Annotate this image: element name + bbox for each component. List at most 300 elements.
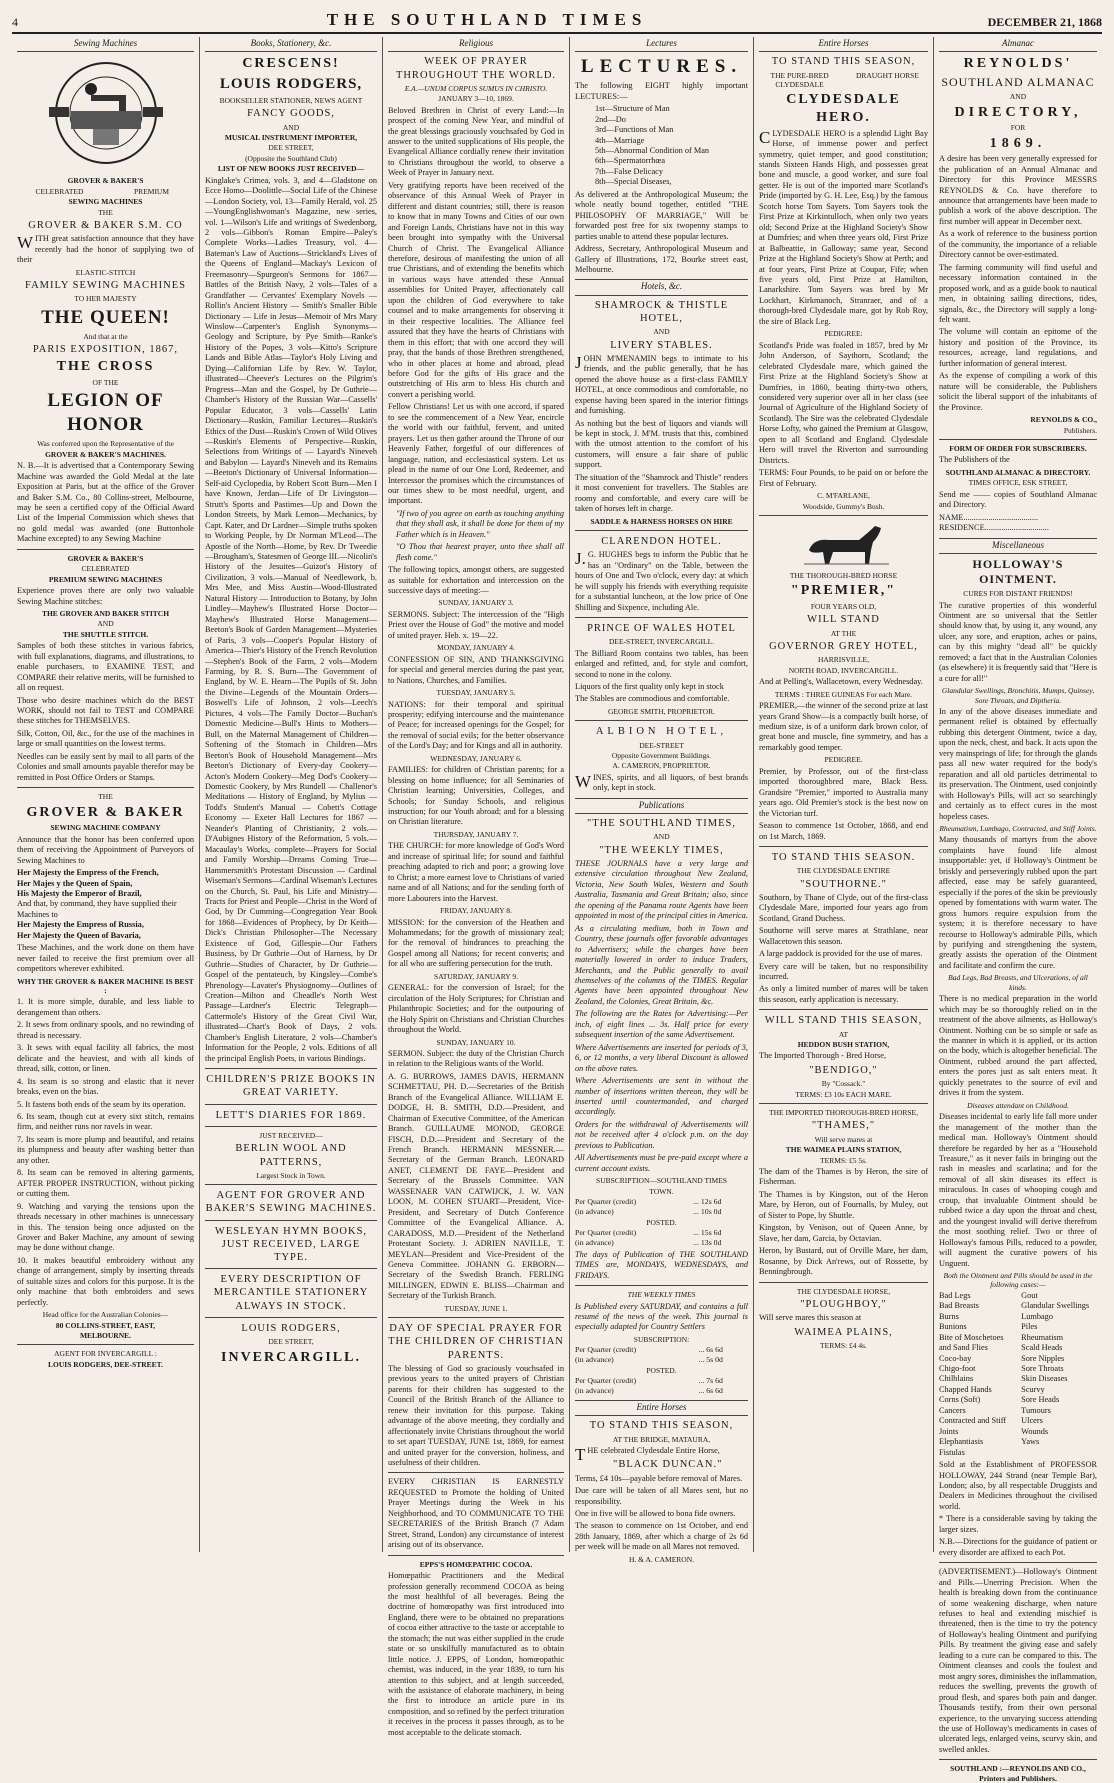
gb-company-heading: GROVER & BAKER: [26, 804, 185, 820]
letts-diaries: LETT'S DIARIES FOR 1869.: [215, 1109, 367, 1121]
signatories: A. G. BURROWS, JAMES DAVIS, HERMANN SCHMETTAU, PH. D.—Secretaries of the British Branch of the Evangelical Alliance. WILLIAM E. DODGE, H. B. SMITH, D.D.—President, and Chairman of Executive Committee, of the American Branch. GUILLAUME MONOD, GEORGE FISCH, D.D.—President and Secretary of the French Branch. HERMANN MESSNER.—Secretary of the German Branch. LEONARD ANET, CLEMENT DE FAYE—President and Secretary of the Brussels Committee. VAN WASSENAER VAN CATWIJCK, J. W. VAN LOON, M. COHEN STUART—President, Vice-President, and Secretary of Dutch Conference Committee of the Evangelical Alliance. A. CARADOSS, M.D.—President of the Netherland Protestant Society. J. ADRIEN NAVILLE, T. MEYLAN—President and Vice-President of the Geneva Committee. JOHANN G. ERBORN—Secretary of the Swedish Branch. FERLING MILLINGEN, EDWIN E. BLISS—Chairman and Secretary of the Turkish Branch.: [388, 1071, 564, 1301]
order-to-2: SOUTHLAND ALMANAC & DIRECTORY.: [945, 467, 1091, 477]
table-cell: (in advance): [575, 1386, 614, 1396]
holloway-p1: The curative properties of this wonderful Ointment are so universal that the Settler should know that, by using it, any wound, any ulcer, any sore, and eruption, aches or pains, can by this mighty "dead all" be quickly removed; a fact that in the Australian Colonies (as elsewhere) it is frequently said that "Here is a cure for all!": [939, 600, 1097, 683]
table-row: [575, 1345, 748, 1355]
majesty-4: And that, by command, they have supplied their Machines to: [17, 899, 177, 919]
sewing-machine-emblem-icon: [31, 55, 181, 173]
lectures-address: Address, Secretary, Anthropological Museum and Gallery of Illustrations, 172, Bourke street east, Melbourne.: [575, 244, 748, 274]
holloway-heading: HOLLOWAY'S OINTMENT.: [972, 556, 1064, 586]
day-thu: THURSDAY, JANUARY 7.: [433, 829, 519, 839]
epps-heading: EPPS'S HOMŒPATHIC COCOA.: [419, 1559, 533, 1569]
almanac-heading: SOUTHLAND ALMANAC: [941, 74, 1095, 89]
day-mon-text: CONFESSION OF SIN, AND THANKSGIVING for special and general mercies during the past year, to Nations, Churches, and Families.: [388, 654, 564, 685]
wesleyan: WESLEYAN HYMN BOOKS, JUST RECEIVED, LARGE TYPE.: [214, 1225, 368, 1264]
section-header-books: Books, Stationery, &c.: [205, 37, 377, 52]
holloway-p4: There is no medical preparation in the world which may be so thoroughly relied on in the treatment of the above ailments, as Holloway's Ointment. Nothing can be so simple or safe as the manner in which it is applied, or its action on the body, which is altogether beneficial. The Ointment, rubbed around the part affected, enters the pores just as salt enters meat. It quickly penetrates to the source of evil and drives it from the system.: [939, 994, 1097, 1098]
table-cell: (in advance): [575, 1206, 614, 1216]
section-header-religious: Religious: [388, 37, 564, 52]
weekly-text: Is Published every SATURDAY, and contains a full resumé of the news of the week. This journal is especially adapted for Country Settlers: [575, 1301, 748, 1332]
and-that: And that at the: [83, 331, 128, 341]
table-row: [575, 1355, 748, 1365]
cameron-proprietor: A. CAMERON, PROPRIETOR.: [612, 761, 711, 771]
weekly-heading-2: THE WEEKLY TIMES: [627, 1290, 696, 1300]
reason-7: 7. Its seam is more plump and beautiful, and retains its plumpness and beauty after washing better than any other.: [17, 1134, 194, 1165]
prayer-p3: Fellow Christians! Let us with one accord, if spared to see the commencement of a New Year, encircle the world with our faithful, fervent, and united prayers. Let us then gather around the Throne of our Heavenly Father, forgetful of our differences of language, nation, and ecclesiastical system. Let us plead in the name of our One Lord, Redeemer, and Intercessor the promises which the circumstances of our times shew to be most needful, urgent, and important.: [388, 402, 564, 506]
table-row: [575, 1228, 748, 1238]
list-item: Glandular Swellings: [1021, 1301, 1090, 1311]
gb-machines: GROVER & BAKER'S MACHINES.: [45, 449, 166, 459]
day-sun-text: SERMONS. Subject: The intercession of the "High Priest over the House of God" the motive and model of united prayer. Heb. x. 19—22.: [388, 609, 564, 640]
hero-sub: [759, 71, 928, 90]
saddle-label: SADDLE & HARNESS HORSES ON HIRE: [590, 516, 733, 526]
duncan-owner: H. & A. CAMERON.: [628, 1554, 694, 1564]
hero-terms: TERMS: Four Pounds, to be paid on or before the First of February.: [759, 468, 928, 488]
send-me: Send me —— copies of Southland Almanac and Directory.: [939, 489, 1097, 510]
table-cell: (in advance): [575, 1237, 614, 1247]
list-item: Cancers: [939, 1405, 966, 1415]
smith-proprietor: GEORGE SMITH, PROPRIETOR.: [608, 706, 715, 716]
emblem-caption: GROVER & BAKER'S: [67, 176, 144, 186]
reason-4: 4. Its seam is so strong and elastic that it never breaks, even on the bias.: [17, 1076, 194, 1097]
holloway-advert: (ADVERTISEMENT.)—Holloway's Ointment and Pills.—Unerring Precision. When the health is breaking down from the continuance of some weakening discharge, when nature refuses to heal and extending mischief is threatened, then is the time to try the potency of Holloway's healing Ointment and purifying Pills. By treatment the giving ease and safely leading to a cure can be compared to this. The Ointment cleanses and cools the foulest and most angry sores, diminishes the inflammation, reduces the swelling, prevents the growth of proud flesh, and spares both pain and danger. Thousands testify, from their own personal experience, to the unvarying success attending the use of Holloway's medicaments in cases of ulcerated legs, enlarged veins, scurvy skin, and swelled ankles.: [939, 1567, 1097, 1754]
column-sewing-machines: [12, 37, 200, 1552]
table-row: [575, 1207, 748, 1217]
list-item: Corns (Soft): [939, 1395, 981, 1405]
premier-head: THE THOROUGH-BRED HORSE: [789, 570, 898, 580]
reason-6: 6. Its seam, though cut at every sixt stitch, remains firm, and neither runs nor ravels in wear.: [17, 1112, 194, 1132]
lecture-item: 6th—Spermatorrhœa: [595, 156, 666, 166]
will-stand-heading: WILL STAND THIS SEASON,: [764, 1015, 923, 1027]
table-row: [575, 1386, 748, 1396]
stitch1: THE GROVER AND BAKER STITCH: [41, 609, 170, 618]
masthead: [12, 8, 1102, 34]
column-books: [200, 37, 383, 1552]
papers-text-2: As a circulating medium, both in Town and Country, these journals offer favorable advantages to Advertisers; while the charges have been materially lowered in order to induce Traders, Merchants, and the Public generally to avail themselves of the columns of the TIMES. Regular Agents have been appointed throughout New Zealand, the Colonies, Great Britain, &c.: [575, 923, 748, 1006]
announce-text: Announce that the honor has been conferred upon them of receiving the Appointment of Purveyors of Sewing Machines to: [17, 834, 194, 865]
subs-heading: SUBSCRIPTION—SOUTHLAND TIMES: [596, 1176, 727, 1186]
premier-season: Season to commence 1st October, 1868, and end on 1st March, 1869.: [759, 821, 928, 841]
day-fri: FRIDAY, JANUARY 8.: [440, 906, 512, 916]
emblem-sub: [17, 187, 194, 196]
section-header-sewing: Sewing Machines: [17, 37, 194, 52]
weekly-posted: POSTED.: [646, 1365, 677, 1375]
almanac-p1: A desire has been very generally expressed for the publication of an Annual Almanac and Directory for this Province MESSRS REYNOLDS & Co. have therefore to announce that arrangements have been made to publish a work of the above description. The first number will appear in December next.: [939, 154, 1097, 226]
table-cell: Per Quarter (credit): [575, 1345, 637, 1355]
day-wed: WEDNESDAY, JANUARY 6.: [430, 753, 522, 763]
four-years: FOUR YEARS OLD,: [810, 602, 877, 611]
table-cell: ... 10s 0d: [693, 1206, 722, 1216]
table-cell: (in advance): [575, 1355, 614, 1365]
table-cell: ... 12s 6d: [693, 1197, 722, 1207]
hughes-text: J.G. HUGHES begs to inform the Public that he has an "Ordinary" on the Table, between the hours of One and Two o'clock, every day: at which he will supply his friends with everything requisite for a substantial luncheon, at the low price of One Shilling and Sixpence, including Ale.: [575, 549, 748, 612]
nb-text: N. B.—It is advertised that a Contemporary Sewing Machine was awarded the Gold Medal at the late Exposition at Paris, but at the office of the Grover and Baker S.M. Co., 80 Collins-street, Melbourne, may be seen a certified copy of the Official Award List of the Imperial Commission which shews that no gold medal was awarded (one Buttonhole Machine excepted) to any Sewing Machine: [17, 461, 194, 544]
every-christian-text: EVERY CHRISTIAN IS EARNESTLY REQUESTED to Promote the holding of United Prayer Meetings during the Week in his Neighborhood, and TO COMMUNICATE TO THE SECRETARIES of the British Branch (7 Adam Street, Strand, London) any circumstance of interest arising out of its observance.: [388, 1477, 564, 1550]
residence-field[interactable]: RESIDENCE...............................: [939, 523, 1049, 533]
table-row: [575, 1238, 748, 1248]
weekly-times-heading: "THE WEEKLY TIMES,: [599, 844, 724, 856]
subs-table-posted: [575, 1228, 748, 1248]
experience-text: Experience proves there are only two valuable Sewing Machine stitches:: [17, 586, 194, 606]
head-office: Head office for the Australian Colonies—: [42, 1310, 169, 1320]
reason-1: 1. It is more simple, durable, and less liable to derangement than others.: [17, 997, 194, 1017]
pedigree-text: Scotland's Pride was foaled in 1857, bred by Mr John Anderson, of Saythorn, Scotland; the celebrated Clydesdale mare, which gained the First Prize at the Highland Society's Show at Dumfries, in 1860, beating thirty-two others, considered very superior over all in her class (see Journal of Agriculture of the Highland Society of Scotland). The Sire was the celebrated Clydesdale Horse Lofty, who gained the Premium at Glasgow, open to all Scotland and England. Clydesdale Hero will travel the Riverton and surrounding Districts.: [759, 340, 928, 465]
bendigo-terms: TERMS: £3 10s EACH MARE.: [795, 1089, 892, 1099]
page-number: 4: [12, 15, 18, 29]
stand-heading-2: TO STAND THIS SEASON.: [771, 851, 916, 863]
list-item: Piles: [1021, 1322, 1038, 1332]
publishers: Publishers.: [1063, 425, 1097, 435]
menamin-text-3: The situation of the "Shamrock and Thistle" renders it most convenient for travellers. The Stables are roomy and comfortable, and every care will be taken of horses left in charge.: [575, 472, 748, 514]
column-religious: [383, 37, 570, 1737]
governor-hotel: GOVERNOR GREY HOTEL,: [769, 641, 918, 653]
majesty-3: His Majesty the Emperor of Brazil,: [17, 888, 142, 898]
almanac-p4: The volume will contain an epitome of the history and position of the Province, its resources, acreage, land regulations, and further information of general interest.: [939, 327, 1097, 368]
reason-2: 2. It sews from ordinary spools, and no rewinding of thread is necessary.: [17, 1020, 194, 1040]
southerne-text: Southorn, by Thane of Clyde, out of the first-class Clydesdale Mare, imported four years ago from Scotland, Grand Duchess.: [759, 892, 928, 923]
list-item: Scald Heads: [1021, 1343, 1063, 1353]
table-row: [575, 1376, 748, 1386]
pedigree-label: PEDIGREE:: [824, 329, 863, 339]
premium-label: PREMIUM SEWING MACHINES: [48, 574, 163, 584]
cures-label: CURES FOR DISTANT FRIENDS!: [963, 589, 1073, 599]
special-prayer-heading: DAY OF SPECIAL PRAYER FOR THE CHILDREN OF CHRISTIAN PARENTS.: [388, 1323, 564, 1361]
epps-text: Homœpathic Practitioners and the Medical profession generally recommend COCOA as being the most healthful of all beverages. Being the doctrine of homœopathy was first introduced into England, there were to be obtained no preparations of cocoa either attractive to the taste or acceptable to the stomach; the nut was either supplied in the crude state or so unskilfully manufactured as to obtain little notice. J. EPPS, of London, homœopathic chemist, was induced, in the year 1839, to turn his attention to this subject, and at length succeeded, with the assistance of elaborate machinery, in being the first to introduce an article pure in its composition, and so refined by the perfect trituration it receives in the process it passes through, as to be most acceptable to the delicate stomach.: [388, 1571, 564, 1737]
subs-posted: POSTED.: [646, 1217, 677, 1227]
every-description: EVERY DESCRIPTION OF MERCANTILE STATIONERY ALWAYS IN STOCK.: [213, 1274, 369, 1312]
where-text: Where Advertisements are inserted for periods of 3, 6, or 12 months, a very liberal Discount is allowed on the above rates.: [575, 1042, 748, 1073]
these-text: These Machines, and the work done on them have never failed to receive the first premium over all competitors wherever exhibited.: [17, 943, 194, 974]
heddon-label: HEDDON BUSH STATION,: [797, 1040, 890, 1050]
silk-text: Silk, Cotton, Oil, &c., for the use of the machines in large or small quantities on the lowest terms.: [17, 728, 194, 749]
lecture-item: 2nd—Do: [595, 114, 626, 124]
bridge-label: AT THE BRIDGE, MATAURA,: [612, 1434, 711, 1444]
stitch2: THE SHUTTLE STITCH.: [62, 629, 149, 639]
crescens-heading: CRESCENS!: [242, 56, 340, 72]
samples-text: Samples of both these stitches in various fabrics, with full explanations, diagrams, and illustrations, to enable purchasers, to EXAMINE TEST, and COMPARE their relative merits, will be furnished to all on request.: [17, 641, 194, 693]
table-cell: Per Quarter (credit): [575, 1197, 637, 1207]
duncan-due: Due care will be taken of all Mares sent, but no responsibility.: [575, 1486, 748, 1506]
table-cell: ... 5s 0d: [698, 1355, 723, 1365]
list-item: Sore Nipples: [1021, 1353, 1065, 1363]
lecture-item: 7th—False Delicacy: [595, 166, 663, 176]
melbourne: MELBOURNE.: [79, 1331, 132, 1341]
premier-pedigree: Premier, by Professor, out of the first-class imported thoroughbred mare, Black Bess. Grandsire "Premier," imported to Australia many years ago. Old Premier's stock is the best now on the Victorian turf.: [759, 766, 928, 818]
lecture-item: 4th—Marriage: [595, 135, 645, 145]
smc-heading: SEWING MACHINE COMPANY: [50, 823, 161, 833]
ailment-list-left: [939, 1291, 1015, 1458]
lecture-list: [575, 104, 748, 188]
berlin-wool: BERLIN WOOL AND PATTERNS,: [235, 1143, 347, 1168]
day-sat-text: GENERAL: for the conversion of Israel; for the circulation of the Holy Scriptures; for Christian and Philanthropic Societies; and for the outpouring of the Holy Spirit on Christians and Christian Churches throughout the World.: [388, 983, 564, 1035]
dee-street: DEE STREET,: [268, 143, 314, 153]
name-field[interactable]: NAME....................................: [939, 512, 1039, 522]
section-header-misc: Miscellaneous: [939, 538, 1097, 554]
prince-street: DEE-STREET, INVERCARGILL.: [608, 637, 715, 647]
table-cell: Per Quarter (credit): [575, 1376, 637, 1386]
thames-text-2: The Thames is by Kingston, out of the Heron Mare, by Heron, out of Fournalls, by Muley, out of Sister to Pope, by Shuttle.: [759, 1189, 928, 1220]
reason-8: 8. Its seam can be removed in altering garments, AFTER PROPER INSTRUCTION, without picking or cutting them.: [17, 1168, 194, 1199]
list-item: Chapped Hands: [939, 1384, 992, 1394]
conferred-text: Was conferred upon the Representative of the: [37, 439, 174, 449]
prize-books: CHILDREN'S PRIZE BOOKS IN GREAT VARIETY.: [206, 1074, 376, 1099]
draught-label: DRAUGHT HORSE: [855, 70, 919, 80]
shamrock-and: AND: [653, 327, 670, 337]
almanac-and: AND: [1009, 92, 1027, 102]
list-item: Sore Heads: [1021, 1395, 1060, 1405]
list-item: Bad Breasts: [939, 1301, 979, 1311]
stand-heading-5: TO STAND THIS SEASON,: [771, 56, 916, 68]
pure-bred-label: THE PURE-BRED CLYDESDALE: [770, 70, 829, 89]
legion-heading: LEGION OF HONOR: [47, 390, 164, 436]
holloway-sub-2: Rheumatism, Lumbago, Contracted, and Stiff Joints.: [939, 823, 1097, 833]
list-item: Coco-bay: [939, 1353, 972, 1363]
fancy-goods: FANCY GOODS,: [247, 108, 335, 120]
ploughboy-heading: "PLOUGHBOY,": [800, 1298, 887, 1310]
motto: E.A.—UNUM CORPUS SUMUS IN CHRISTO.: [404, 83, 548, 93]
section-header-lectures: Lectures: [575, 37, 748, 52]
albion-opposite: Opposite Government Buildings.: [611, 751, 712, 761]
majesty-1: Her Majesty the Empress of the French,: [17, 868, 159, 878]
menamin-text: JOHN M'MENAMIN begs to intimate to his friends, and the public generally, that he has opened the above house as a first-class FAMILY HOTEL, at once commodious and comfortable, no expense having been spared in the interior fittings and furnishing.: [575, 352, 748, 416]
thames-head: THE IMPORTED THOROUGH-BRED HORSE,: [769, 1108, 918, 1117]
tuesday-june: TUESDAY, JUNE 1.: [444, 1303, 508, 1313]
lecture-item: 1st—Structure of Man: [595, 104, 670, 114]
order-to: The Publishers of the: [939, 455, 1010, 465]
elastic-label: ELASTIC-STITCH: [75, 267, 136, 277]
lecture-item: 3rd—Functions of Man: [595, 125, 674, 135]
subs-table-town: [575, 1197, 748, 1217]
list-item: Contracted and Stiff Joints: [939, 1416, 1007, 1436]
of-the: OF THE: [92, 377, 119, 387]
lectures-delivered: As delivered at the Anthropological Museum; the whole neatly bound together, entitled "THE PHILOSOPHY OF MARRIAGE," Will be forwarded post free for six twopenny stamps to parties unable to attend these popular lectures.: [575, 189, 748, 241]
stables-text: The Stables are commodious and comfortable.: [575, 694, 730, 704]
reason-5: 5. It fastens both ends of the seam by its operation.: [17, 1099, 186, 1109]
ploughboy-terms: TERMS: £4 4s.: [820, 1340, 867, 1350]
pedigree-label-2: PEDIGREE.: [824, 755, 863, 765]
clarendon-heading: CLARENDON HOTEL.: [601, 536, 722, 548]
holloway-sold: Sold at the Establishment of PROFESSOR HOLLOWAY, 244 Strand (near Temple Bar), London; also, by all respectable Druggists and Dealers in Medicines throughout the civilised world.: [939, 1460, 1097, 1511]
day-tue-text: NATIONS: for their temporal and spiritual prosperity; edifying intercourse and the maintenance of Peace; for increased openings for the Gospel; for the removal of social evils; for the better observance of the Lord's Day; and for Kings and all in authority.: [388, 699, 564, 751]
list-heading: LIST OF NEW BOOKS JUST RECEIVED—: [217, 164, 365, 174]
desire-text: Those who desire machines which do the BEST WORK, should not fail to TEST and COMPARE these stitches for THEMSELVES.: [17, 695, 194, 726]
printer-footer: SOUTHLAND :—REYNOLDS AND CO., Printers and Publishers.: [950, 1764, 1086, 1783]
all-adv-text: All Advertisements must be pre-paid except where a current account exists.: [575, 1153, 748, 1173]
day-sun2-text: SERMON. Subject: the duty of the Christian Church in relation to the Religious wants of the World.: [388, 1048, 564, 1069]
prayer-quote-2: "O Thou that hearest prayer, unto thee shall all flesh come.": [396, 542, 564, 562]
list-item: Rheumatism: [1021, 1332, 1064, 1342]
at-label: AT: [838, 1029, 849, 1039]
livery-heading: LIVERY STABLES.: [610, 339, 713, 351]
day-tue: TUESDAY, JANUARY 5.: [436, 688, 516, 698]
table-cell: ... 6s 6d: [698, 1386, 723, 1396]
rodgers-name: LOUIS RODGERS,: [219, 75, 363, 92]
will-stand: WILL STAND: [807, 614, 880, 626]
list-item: Wounds: [1021, 1426, 1049, 1436]
agent-gb: AGENT FOR GROVER AND BAKER'S SEWING MACHINES.: [205, 1190, 377, 1215]
hero-heading: CLYDESDALE HERO.: [786, 92, 901, 126]
week-of-prayer-heading: WEEK OF PRAYER THROUGHOUT THE WORLD.: [395, 56, 557, 81]
lectures-intro: The following EIGHT highly important LECTURES:—: [575, 81, 748, 101]
emblem-left: CELEBRATED: [35, 186, 84, 196]
limited-text: As only a limited number of mares will be taken this season, early application is necessary.: [759, 984, 928, 1004]
intro-text: WITH great satisfaction announce that they have recently had the honor of supplying two of their: [17, 233, 194, 265]
duncan-season: The season to commence on 1st October, and end 28th January, 1869, after which a charge of 2s 6d per week will be made on all Mares not removed.: [575, 1521, 748, 1552]
office-address: 80 COLLINS-STREET, EAST,: [55, 1320, 156, 1330]
list-item: Skin Diseases: [1021, 1374, 1068, 1384]
rodgers-trade: BOOKSELLER STATIONER, NEWS AGENT: [219, 95, 363, 105]
queen-heading: THE QUEEN!: [41, 306, 170, 328]
albion-heading: ALBION HOTEL,: [595, 726, 728, 738]
horse-icon: [789, 520, 899, 568]
harrisville: HARRISVILLE,: [817, 655, 870, 665]
day-sun: SUNDAY, JANUARY 3.: [438, 598, 514, 608]
agent-label: AGENT FOR INVERCARGILL :: [54, 1349, 157, 1359]
southland-times-heading: "THE SOUTHLAND TIMES,: [586, 818, 737, 830]
column-entire-horses: [754, 37, 934, 1552]
reason-3: 3. It sews with equal facility all fabrics, the most delicate and the heaviest, and with all kinds of thread, silk, cotton, or linen.: [17, 1043, 194, 1074]
table-cell: ... 6s 6d: [698, 1345, 723, 1355]
prayer-p4: The following topics, amongst others, are suggested as suitable for exhortation and intercession on the successive days of meeting:—: [388, 565, 564, 596]
musical-label: MUSICAL INSTRUMENT IMPORTER,: [224, 132, 358, 142]
holloway-p2: In any of the above diseases immediate and permanent relief is obtained by effectually rubbing this detergent Ointment, twice a day, upon the neck, chest, and back. It acts upon the very mainsprings of life; for through the glands pass all new water required for the body's reparation and all old particles detrimental to its preservation. The Ointment, used conjointly with Holloway's Pills, will act so searchingly and certainly as to effect cures in the most hopeless cases.: [939, 707, 1097, 821]
majesty-2: Her Majes y the Queen of Spain,: [17, 878, 133, 888]
list-item: Bunions: [939, 1322, 967, 1332]
section-header-publications: Publications: [575, 798, 748, 814]
to-her-label: TO HER MAJESTY: [74, 294, 137, 304]
prayer-dates: JANUARY 3—10, 1869.: [438, 94, 514, 104]
celebrated-label: CELEBRATED: [81, 564, 130, 574]
albion-street: DEE-STREET: [639, 740, 684, 750]
holloway-p3: Many thousands of martyrs from the above complaints have found life almost insupportable: yet, if Holloway's Ointment be briskly and perseveringly rubbed upon the part affected, ease may be safely guaranteed, especially if the pores of the skin be previously opened by fomentations with warm water. The gross humors require expulsion from the system; it is therefore necessary to have recourse to Holloway's admirable Pills, which by purifying and strengthening the system, greatly assists the operation of the Ointment and facilitate and confirm the cure.: [939, 835, 1097, 970]
list-item: Sore Throats: [1021, 1364, 1064, 1373]
issue-date: DECEMBER 21, 1868: [987, 15, 1102, 29]
list-item: Fistulas: [939, 1447, 965, 1457]
publication-days: The days of Publication of THE SOUTHLAND TIMES are, MONDAYS, WEDNESDAYS, and FRIDAYS.: [575, 1249, 748, 1280]
premier-heading: "PREMIER,": [790, 583, 897, 599]
footer-street: DEE STREET,: [268, 1337, 314, 1347]
paddock-text: A large paddock is provided for the use of mares.: [759, 949, 923, 959]
table-cell: ... 15s 6d: [693, 1228, 722, 1238]
company-name: GROVER & BAKER S.M. CO: [28, 220, 183, 232]
holloway-sub-4: Diseases attendant on Childhood.: [967, 1100, 1069, 1110]
duncan-terms: Terms, £4 10s—payable before removal of Mares.: [575, 1473, 743, 1483]
holloway-sub-1: Glandular Swellings, Bronchitis, Mumps, Quinsey, Sore Throats, and Diptheria.: [941, 686, 1095, 705]
almanac-for: FOR: [1010, 123, 1026, 133]
footer-town: INVERCARGILL.: [221, 1349, 361, 1365]
southerne-heading: "SOUTHORNE.": [800, 878, 887, 890]
holloway-p5: Diseases incidental to early life fall more under the management of the mother than the medical man. Holloway's Ointment should therefore be regarded by her as a "Household Treasure," as it never fails in bringing out the rash in measles and scarlatina; and for the removal of all skin diseases its effect is miraculous. In cases of whooping cough and croup, that invaluable Ointment should be rubbed twice a day upon the throat and chest, and the youngest invalid will derive therefrom the most soothing relief. Two or three of Holloway's famous Pills, reduced to a powder, will augment the curative powers of his Unguent.: [939, 1112, 1097, 1268]
thames-text: The dam of the Thames is by Heron, the sire of Fisherman.: [759, 1166, 928, 1187]
lecture-item: 5th—Abnormal Condition of Man: [595, 145, 710, 155]
just-received: JUST RECEIVED—: [259, 1130, 323, 1140]
day-mon: MONDAY, JANUARY 4.: [437, 643, 515, 653]
shamrock-heading: SHAMROCK & THISTLE HOTEL,: [594, 299, 729, 324]
will-serve: Will serve mares at: [814, 1134, 873, 1144]
and-label-4: AND: [653, 832, 670, 842]
and-label-2: AND: [282, 122, 300, 132]
weekly-table-posted: [575, 1376, 748, 1396]
list-item: Chigo-foot: [939, 1364, 976, 1373]
order-form-heading: FORM OF ORDER FOR SUBSCRIBERS.: [949, 443, 1087, 453]
paris-heading: PARIS EXPOSITION, 1867,: [32, 344, 179, 356]
weekly-table: [575, 1345, 748, 1365]
stand-heading: TO STAND THIS SEASON,: [589, 1420, 734, 1432]
holloway-sub-5: Both the Ointment and Pills should be used in the following cases:—: [943, 1270, 1093, 1290]
at-the: AT THE: [830, 628, 857, 638]
special-prayer-text: The blessing of God so graciously vouchsafed in previous years to the united prayers of Christian parents for their children has suggested to the Council of the British Branch of the Alliance to renew their invitation for this purpose. Taking advantage of the above meeting, they cordially and affectionately invite Christians throughout the world to set apart TUESDAY, JUNE 1st, 1869, for earnest and united prayer for the conversion, holiness, and usefulness of their children.: [388, 1363, 564, 1467]
list-item: Bite of Moschetoes and Sand Flies: [939, 1332, 1004, 1353]
list-item: Lumbago: [1021, 1311, 1053, 1321]
prayer-p2: Very gratifying reports have been received of the observance of this Annual Week of Prayer in different and distant countries; still, there is reason to know that in many Towns and Cities of our own and Foreign Lands, Christians have not in this way been brought into sympathy with the Universal Church of Christ. The Evangelical Alliance therefore, desirous of manifesting the union of all true Christians, and of extending the benefits which in various ways have attended these Annual assemblies for United Prayer, affectionately call upon the children of God everywhere to take counsel and to make arrangements for observing it in their respective localities. The Alliance feel assured that they have the hearts of Christians with them in this effort; that with one accord they will pray, that the bands of those Brethren strengthened, who in other places at home and abroad, plead before God for the gifts of His grace and the outstretching of His arm to bless His church and convert a perishing world.: [388, 180, 564, 399]
bendigo-heading: "BENDIGO,": [809, 1064, 878, 1076]
gb-heading: GROVER & BAKER'S: [67, 553, 144, 563]
section-header-almanac: Almanac: [939, 37, 1097, 52]
emblem-right: PREMIUM: [134, 186, 170, 196]
thames-terms: TERMS: £5 5s.: [820, 1155, 867, 1165]
almanac-p5: As the expense of compiling a work of this nature will be considerable, the Publishers solicit the liberal support of the inhabitants of the Province.: [939, 371, 1097, 412]
prince-heading: PRINCE OF WALES HOTEL: [587, 623, 736, 635]
table-row: [575, 1197, 748, 1207]
day-sat: SATURDAY, JANUARY 9.: [434, 971, 518, 981]
needles-text: Needles can be easily sent by mail to all parts of the Colonies and small amounts payable therefor may be remitted in Post Office Orders or Stamps.: [17, 751, 194, 782]
list-item: Gout: [1021, 1290, 1038, 1300]
reason-9: 9. Watching and varying the tensions upon the threads necessary in other machines is unnecessary in this. The tension being once adjusted on the Grover and Baker Machine, any amount of sewing may be done without change.: [17, 1201, 194, 1253]
celebrated-text: THE celebrated Clydesdale Entire Horse,: [575, 1444, 720, 1464]
why-heading: WHY THE GROVER & BAKER MACHINE IS BEST :: [17, 976, 194, 996]
north-road: NORTH ROAD, INVERCARGILL.: [788, 665, 899, 675]
footer-rodgers: LOUIS RODGERS,: [241, 1322, 341, 1334]
opposite-label: (Opposite the Southland Club): [245, 153, 337, 163]
table-cell: ... 13s 0d: [693, 1237, 722, 1247]
holloway-nb: N.B.—Directions for the guidance of patient or every disorder are affixed to each Pot.: [939, 1537, 1097, 1557]
ploughboy-will: Will serve mares this season at: [759, 1313, 862, 1323]
largest-stock: Largest Stock in Town.: [256, 1170, 326, 1180]
newspaper-title: THE SOUTHLAND TIMES: [326, 10, 648, 29]
agent-name: LOUIS RODGERS, DEE-STREET.: [48, 1359, 163, 1369]
lecture-item: 8th—Special Diseases,: [595, 177, 672, 187]
day-wed-text: FAMILIES: for children of Christian parents; for a blessing on home influence; for all Seminaries of Christian learning; Universities, Colleges, and Schools; for Sunday Schools, and religious instruction; for our Youth abroad; and for a blessing on Christian literature.: [388, 765, 564, 827]
section-header-entire: Entire Horses: [759, 37, 928, 52]
weekly-subs: SUBSCRIPTION:: [633, 1334, 690, 1344]
prayer-quote-1: "If two of you agree on earth as touching anything that they shall ask, it shall be done for them of my Father which is in Heaven.": [396, 508, 564, 539]
subs-town: TOWN.: [649, 1186, 674, 1196]
rates-text: The following are the Rates for Advertising:—Per inch, of eight lines ... 3s. Half price for every subsequent insertion of the same Advertisement.: [575, 1009, 748, 1040]
the-label: THE: [98, 207, 113, 217]
reynolds-heading: REYNOLDS': [963, 56, 1073, 72]
wines-text: WINES, spirits, and all liquors, of best brands only, kept in stock.: [575, 771, 748, 793]
table-cell: Per Quarter (credit): [575, 1228, 637, 1238]
list-item: Yaws: [1021, 1437, 1040, 1447]
premier-terms: TERMS : THREE GUINEAS For each Mare.: [774, 689, 913, 699]
lectures-heading: LECTURES.: [580, 56, 743, 78]
imported-text: The Imported Thorough - Bred Horse,: [759, 1051, 887, 1061]
every-care-text: Every care will be taken, but no responsibility incurred.: [759, 961, 928, 981]
directory-heading: DIRECTORY,: [954, 104, 1082, 120]
list-item: Chilblains: [939, 1374, 974, 1384]
ailment-table: [939, 1291, 1097, 1458]
list-item: Tumours: [1021, 1405, 1051, 1415]
almanac-p3: The farming community will find useful and necessary information contained in the proposed work, and as a guide book to nautical men, in obtaining sailing directions, tides, signals, &c., the Directory will supply a long-felt want.: [939, 262, 1097, 324]
black-duncan: "BLACK DUNCAN.": [613, 1459, 723, 1471]
holloway-sub-3: Bad Legs, Bad Breasts, and Ulcerations, of all kinds.: [948, 973, 1088, 992]
almanac-p2: As a work of reference to the business portion of the community, the importance of a reliable Directory cannot be over-estimated.: [939, 229, 1097, 260]
times-office: TIMES OFFICE, ESK STREET,: [968, 478, 1068, 488]
thames-heading: "THAMES,": [811, 1120, 876, 1132]
section-header-entire-2: Entire Horses: [575, 1400, 748, 1416]
day-sun2: SUNDAY, JANUARY 10.: [436, 1037, 516, 1047]
majesty-5: Her Majesty the Empress of Russia,: [17, 920, 144, 930]
